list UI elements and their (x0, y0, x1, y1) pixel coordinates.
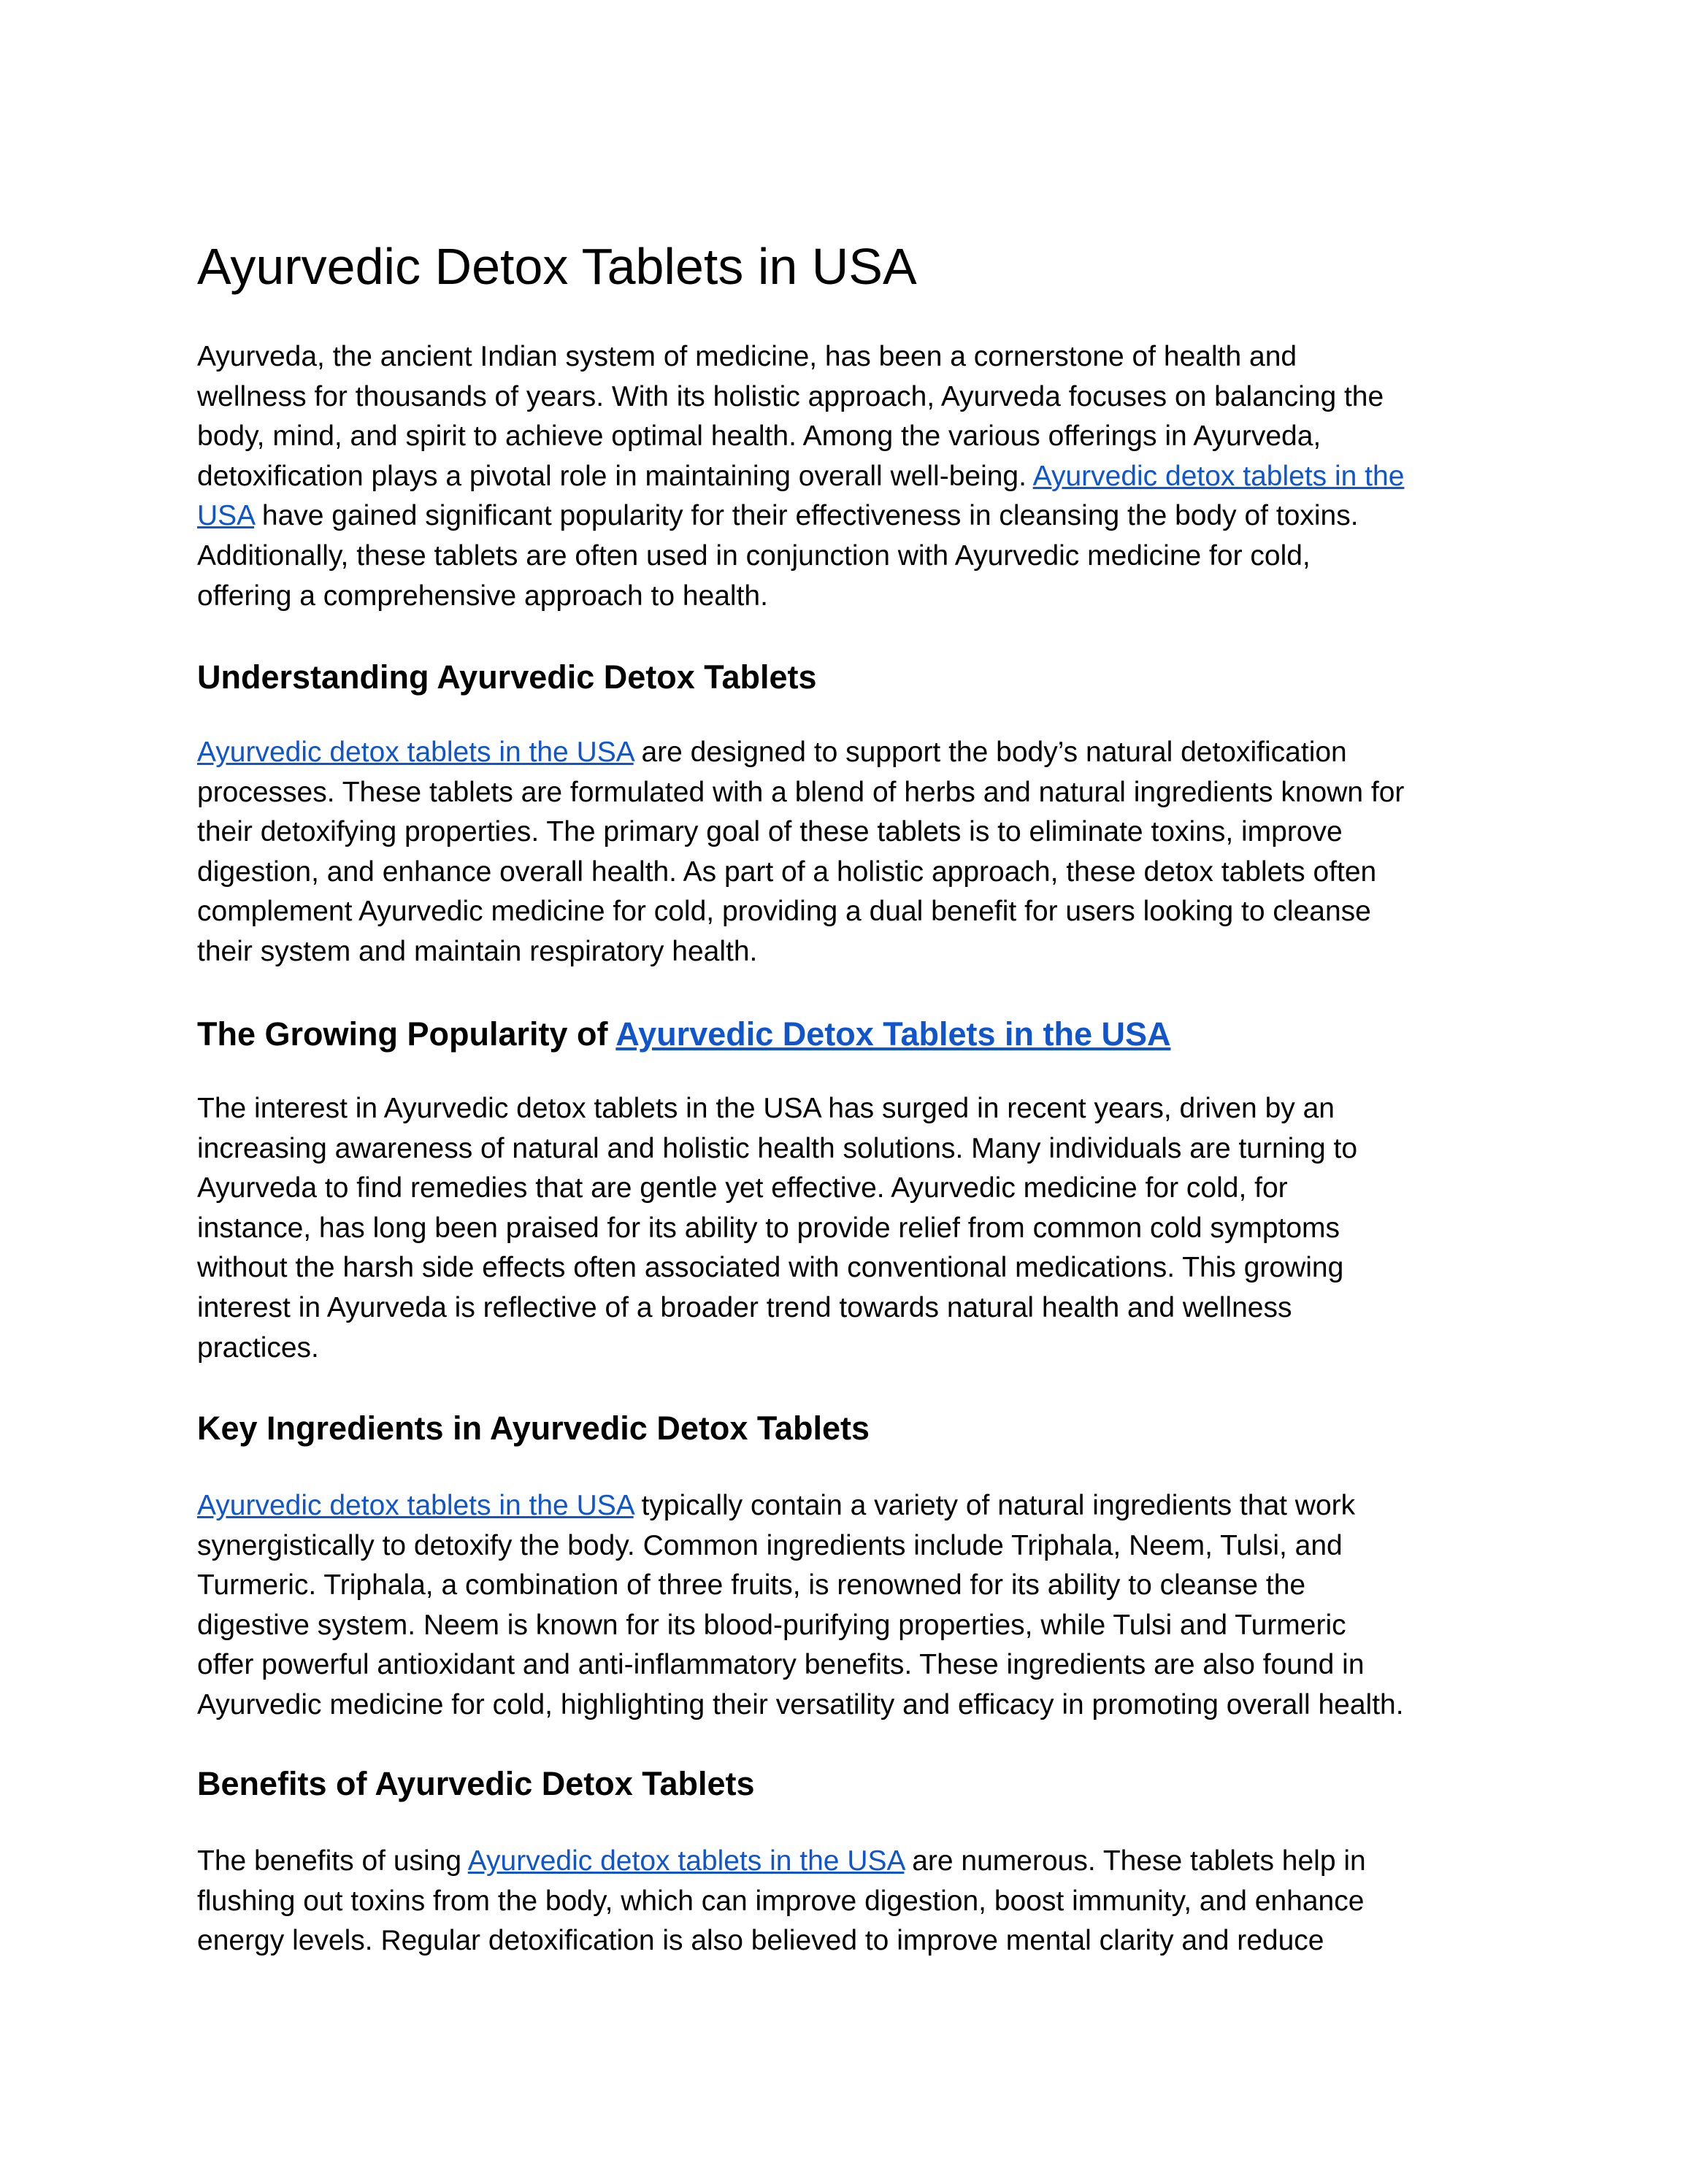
text-line (197, 457, 1511, 497)
text-run: are numerous. These tablets help in (904, 1845, 1366, 1877)
text-line (197, 1566, 1511, 1606)
text-run: processes. These tablets are formulated with a blend of herbs and natural ingredients known for (197, 776, 1405, 808)
text-run: Understanding Ayurvedic Detox Tablets (197, 658, 817, 696)
text-run: The interest in Ayurvedic detox tablets in the USA has surged in recent years, driven by an (197, 1093, 1335, 1124)
text-run: their system and maintain respiratory health. (197, 935, 758, 967)
text-run: Additionally, these tablets are often used in conjunction with Ayurvedic medicine for cold, (197, 539, 1311, 572)
text-run: Ayurvedic medicine for cold, highlighting their versatility and efficacy in promoting overall health. (197, 1688, 1404, 1720)
text-run: typically contain a variety of natural ingredients that work (633, 1490, 1356, 1521)
inline-link[interactable]: Ayurvedic detox tablets in the USA (197, 1490, 634, 1521)
text-run: flushing out toxins from the body, which can improve digestion, boost immunity, and enhance (197, 1885, 1365, 1917)
text-line (197, 853, 1511, 893)
text-line (197, 1685, 1511, 1726)
text-line (197, 1645, 1511, 1685)
paragraph (197, 733, 1511, 972)
text-line (197, 577, 1511, 617)
text-line (197, 537, 1511, 577)
text-run: detoxification plays a pivotal role in maintaining overall well-being. (197, 460, 1033, 492)
text-line (197, 1209, 1511, 1249)
text-line (197, 1486, 1511, 1526)
section-heading (197, 1762, 1511, 1806)
text-line (197, 1248, 1511, 1288)
text-run: Turmeric. Triphala, a combination of three fruits, is renowned for its ability to cleanse the (197, 1569, 1306, 1602)
section-heading (197, 1407, 1511, 1450)
text-run: instance, has long been praised for its ability to provide relief from common cold symptoms (197, 1212, 1340, 1244)
text-line (197, 337, 1511, 377)
text-run: The benefits of using (197, 1845, 468, 1877)
text-run: their detoxifying properties. The primary goal of these tablets is to eliminate toxins, improve (197, 816, 1343, 848)
text-run: The Growing Popularity of (197, 1015, 616, 1053)
text-line (197, 1526, 1511, 1566)
text-line (197, 1882, 1511, 1922)
text-line (197, 496, 1511, 537)
text-run: Key Ingredients in Ayurvedic Detox Tablets (197, 1410, 870, 1447)
text-run: without the harsh side effects often associated with conventional medications. This growing (197, 1252, 1344, 1284)
section-heading (197, 655, 1511, 699)
text-line (197, 932, 1511, 972)
inline-link[interactable]: USA (197, 500, 255, 532)
paragraph (197, 337, 1511, 616)
inline-link[interactable]: Ayurvedic detox tablets in the USA (197, 737, 634, 768)
text-run: have gained significant popularity for their effectiveness in cleansing the body of toxins. (254, 500, 1359, 532)
text-line (197, 812, 1511, 853)
paragraph (197, 1089, 1511, 1368)
text-run: energy levels. Regular detoxification is also believed to improve mental clarity and reduce (197, 1925, 1324, 1957)
text-line (197, 892, 1511, 932)
text-run: complement Ayurvedic medicine for cold, providing a dual benefit for users looking to cleanse (197, 896, 1371, 928)
text-run: Ayurveda to find remedies that are gentle yet effective. Ayurvedic medicine for cold, for (197, 1172, 1288, 1204)
text-line (197, 1606, 1511, 1646)
inline-link[interactable]: Ayurvedic detox tablets in the USA (467, 1845, 905, 1877)
text-line (197, 1089, 1511, 1129)
text-line (197, 1842, 1511, 1882)
text-run: digestive system. Neem is known for its blood-purifying properties, while Tulsi and Turmeric (197, 1609, 1346, 1641)
text-run: Ayurveda, the ancient Indian system of medicine, has been a cornerstone of health and (197, 341, 1297, 372)
text-run: wellness for thousands of years. With its holistic approach, Ayurveda focuses on balancing the (197, 380, 1384, 412)
text-line (197, 417, 1511, 457)
paragraph (197, 1486, 1511, 1726)
text-line (197, 1921, 1511, 1961)
section-heading (197, 1012, 1511, 1056)
text-line (197, 733, 1511, 773)
text-run: offering a comprehensive approach to health. (197, 580, 768, 612)
text-line (197, 773, 1511, 813)
text-run: interest in Ayurveda is reflective of a broader trend towards natural health and wellness (197, 1291, 1292, 1323)
text-run: body, mind, and spirit to achieve optimal health. Among the various offerings in Ayurveda, (197, 420, 1321, 453)
text-line (197, 1288, 1511, 1329)
text-run: offer powerful antioxidant and anti-inflammatory benefits. These ingredients are also found in (197, 1649, 1365, 1681)
text-line (197, 377, 1511, 418)
page-title: Ayurvedic Detox Tablets in USA (197, 238, 917, 295)
inline-link[interactable]: Ayurvedic Detox Tablets in the USA (615, 1015, 1171, 1053)
text-run: Benefits of Ayurvedic Detox Tablets (197, 1765, 755, 1802)
text-run: increasing awareness of natural and holistic health solutions. Many individuals are turning to (197, 1132, 1358, 1164)
text-run: synergistically to detoxify the body. Common ingredients include Triphala, Neem, Tulsi, and (197, 1529, 1343, 1561)
inline-link[interactable]: Ayurvedic detox tablets in the (1032, 460, 1405, 492)
text-line (197, 1169, 1511, 1209)
text-line (197, 1329, 1511, 1369)
paragraph (197, 1842, 1511, 1961)
text-line (197, 1129, 1511, 1169)
text-run: practices. (197, 1331, 319, 1364)
text-run: are designed to support the body’s natural detoxification (633, 737, 1347, 768)
text-run: digestion, and enhance overall health. As part of a holistic approach, these detox tablets often (197, 855, 1377, 888)
